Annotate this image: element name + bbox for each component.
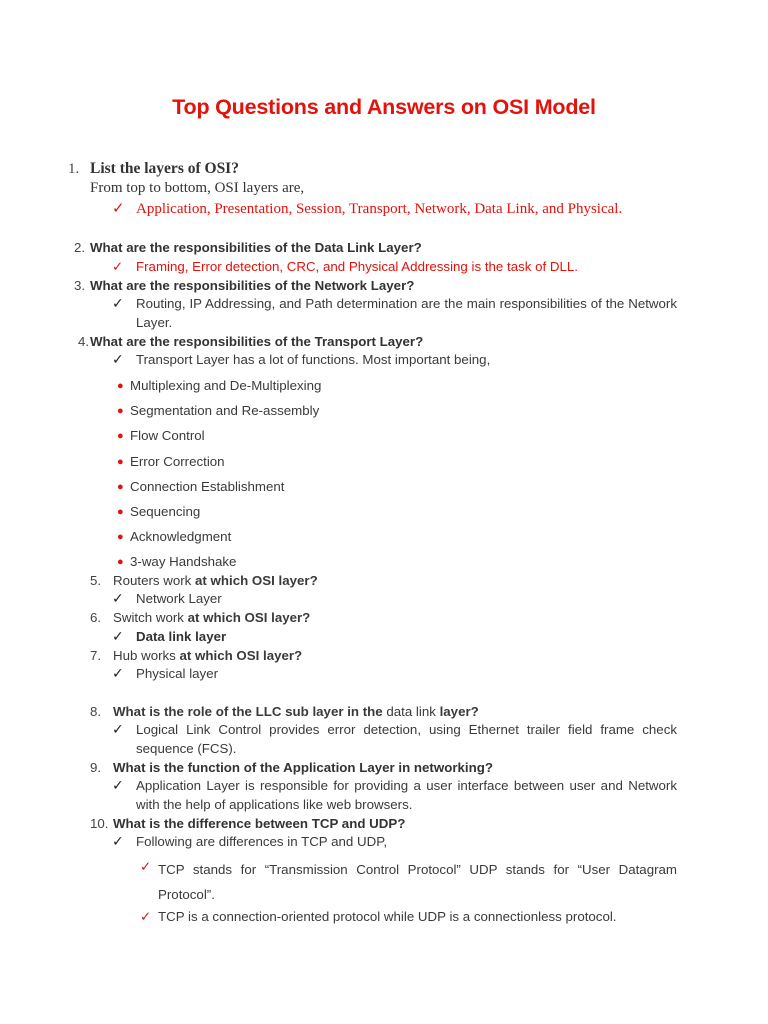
check-icon: ✓ <box>112 295 124 311</box>
q1-intro: From top to bottom, OSI layers are, <box>90 180 305 196</box>
q2-answer: Framing, Error detection, CRC, and Physical Addressing is the task of DLL. <box>136 259 578 274</box>
q3-number: 3. <box>74 278 86 293</box>
bullet-icon: ● <box>117 405 124 417</box>
check-icon: ✓ <box>112 351 124 367</box>
q8-answer: Logical Link Control provides error detection, using Ethernet trailer field frame check sequence (FCS). <box>136 722 677 756</box>
q7-question: Hub works at which OSI layer? <box>113 648 303 663</box>
bullet-icon: ● <box>117 506 124 518</box>
check-icon: ✓ <box>112 833 124 849</box>
bullet-icon: ● <box>117 430 124 442</box>
bullet-icon: ● <box>117 556 124 568</box>
q6-question: Switch work at which OSI layer? <box>113 610 311 625</box>
q6-answer: Data link layer <box>136 629 227 644</box>
q4-function-item: Acknowledgment <box>130 529 232 544</box>
check-icon: ✓ <box>112 777 124 793</box>
q10-difference-item: TCP stands for “Transmission Control Protocol” UDP stands for “User Datagram Protocol”. <box>158 862 677 902</box>
check-icon: ✓ <box>140 859 152 874</box>
q4-function-item: Segmentation and Re-assembly <box>130 403 320 418</box>
q1-question: List the layers of OSI? <box>90 160 239 177</box>
q10-number: 10. <box>90 816 109 831</box>
bullet-icon: ● <box>117 380 124 392</box>
q9-answer: Application Layer is responsible for providing a user interface between user and Network with the help of applications like web browsers. <box>136 778 677 812</box>
q4-function-item: Connection Establishment <box>130 479 285 494</box>
q4-question: What are the responsibilities of the Transport Layer? <box>90 334 424 349</box>
q4-function-item: Sequencing <box>130 504 201 519</box>
q6-number: 6. <box>90 610 102 625</box>
q2-question: What are the responsibilities of the Data Link Layer? <box>90 240 422 255</box>
page-title: Top Questions and Answers on OSI Model <box>172 95 596 119</box>
q4-function-item: Flow Control <box>130 428 205 443</box>
check-icon: ✓ <box>112 628 124 644</box>
check-icon: ✓ <box>112 590 124 606</box>
q10-answer: Following are differences in TCP and UDP, <box>136 834 388 849</box>
q3-question: What are the responsibilities of the Network Layer? <box>90 278 415 293</box>
q7-number: 7. <box>90 648 102 663</box>
q5-question: Routers work at which OSI layer? <box>113 573 318 588</box>
q5-answer: Network Layer <box>136 591 222 606</box>
q3-answer: Routing, IP Addressing, and Path determination are the main responsibilities of the Network Layer. <box>136 296 677 330</box>
q1-number: 1. <box>68 161 80 177</box>
q4-function-item: Multiplexing and De-Multiplexing <box>130 378 322 393</box>
q4-function-item: 3-way Handshake <box>130 554 237 569</box>
q4-number: 4. <box>78 334 90 349</box>
q10-difference-item: TCP is a connection-oriented protocol while UDP is a connectionless protocol. <box>158 909 617 924</box>
q7-answer: Physical layer <box>136 666 219 681</box>
q9-question: What is the function of the Application Layer in networking? <box>113 760 493 775</box>
q9-number: 9. <box>90 760 102 775</box>
check-icon: ✓ <box>112 259 124 274</box>
check-icon: ✓ <box>112 200 125 217</box>
check-icon: ✓ <box>140 909 152 924</box>
q10-question: What is the difference between TCP and UDP? <box>113 816 406 831</box>
bullet-icon: ● <box>117 456 124 468</box>
check-icon: ✓ <box>112 665 124 681</box>
q1-answer: Application, Presentation, Session, Transport, Network, Data Link, and Physical. <box>136 201 623 217</box>
q2-number: 2. <box>74 240 86 255</box>
q4-answer: Transport Layer has a lot of functions. Most important being, <box>136 352 491 367</box>
q5-number: 5. <box>90 573 102 588</box>
q8-question: What is the role of the LLC sub layer in the data link layer? <box>113 704 479 719</box>
check-icon: ✓ <box>112 721 124 737</box>
bullet-icon: ● <box>117 481 124 493</box>
q4-function-item: Error Correction <box>130 454 225 469</box>
q8-number: 8. <box>90 704 102 719</box>
bullet-icon: ● <box>117 531 124 543</box>
